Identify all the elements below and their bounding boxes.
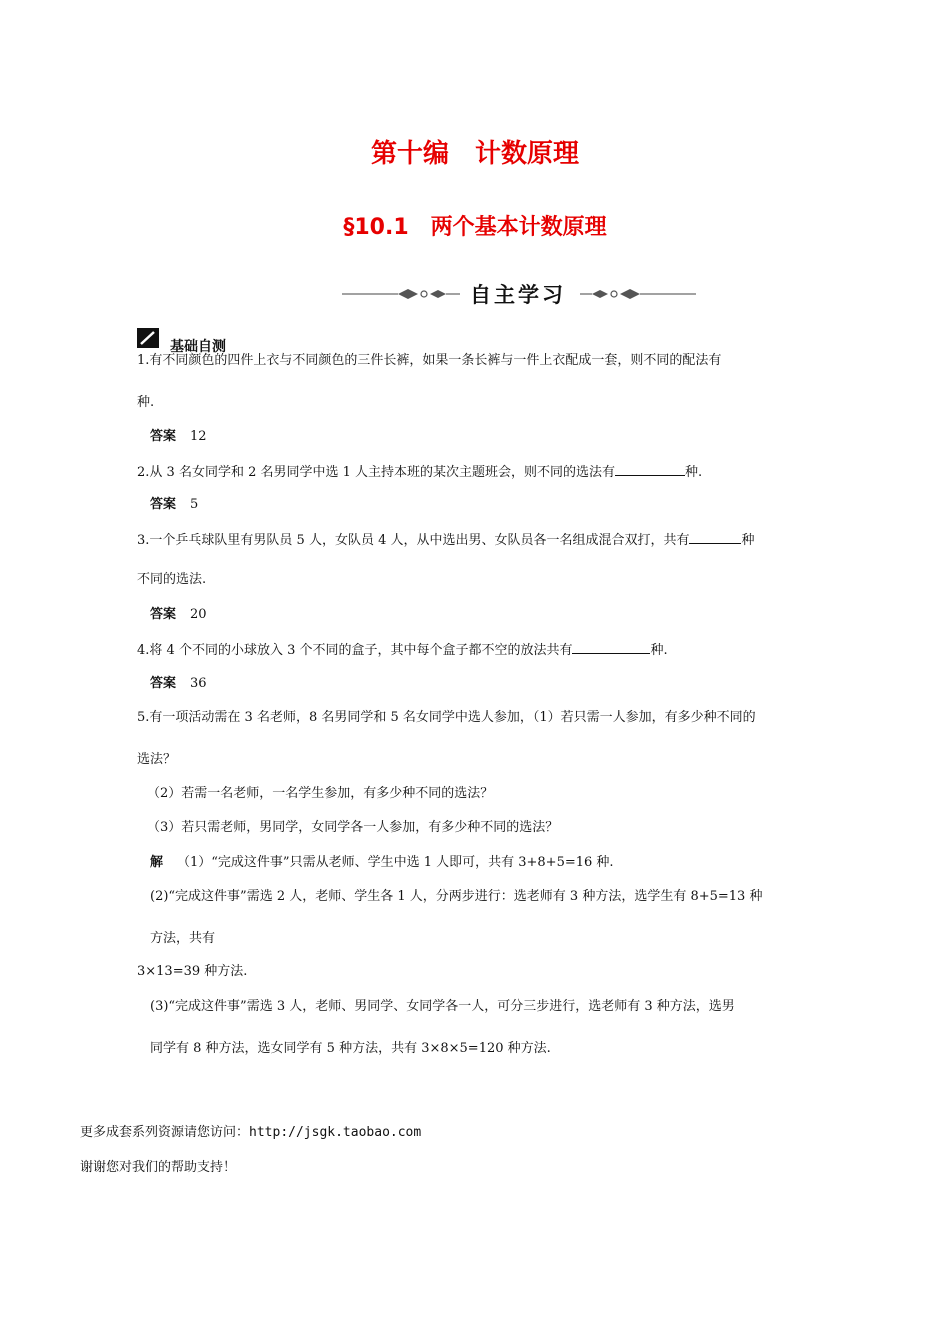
subsection-title: 基础自测 (170, 339, 226, 355)
solution-label: 解 (150, 855, 164, 870)
q5-line1: 5.有一项活动需在 3 名老师，8 名男同学和 5 名女同学中选人参加，（1）若只需一人参加，有多少种不同的 (137, 710, 756, 725)
footer-url-link[interactable]: http://jsgk.taobao.com (249, 1125, 422, 1140)
q1-line2: 种. (137, 395, 155, 410)
q2-blank (615, 463, 685, 476)
solution-p2c: 3×13=39 种方法. (137, 964, 248, 979)
solution-p3a: (3)“完成这件事”需选 3 人，老师、男同学、女同学各一人，可分三步进行，选老师有 3 种方法，选男 (150, 999, 735, 1014)
answer-label: 答案 (150, 429, 177, 444)
answer-value: 12 (190, 429, 207, 444)
answer-3 (150, 606, 207, 624)
q3-line2: 不同的选法. (137, 572, 207, 587)
section-title: §10.1 两个基本计数原理 (343, 215, 607, 240)
answer-label: 答案 (150, 607, 177, 622)
q2-suffix: 种. (685, 465, 703, 480)
footer-line1 (80, 1124, 421, 1142)
solution-p2b: 方法，共有 (150, 931, 216, 946)
solution-p1 (150, 854, 614, 872)
chapter-title: 第十编 计数原理 (370, 139, 579, 169)
solution-p3b: 同学有 8 种方法，选女同学有 5 种方法，共有 3×8×5=120 种方法. (150, 1041, 551, 1056)
q3-suffix: 种 (741, 533, 755, 548)
q4-suffix: 种. (650, 643, 668, 658)
answer-2 (150, 496, 198, 514)
q1-line1: 1.有不同颜色的四件上衣与不同颜色的三件长裤，如果一条长裤与一件上衣配成一套，则不同的配法有 (137, 353, 722, 368)
answer-4 (150, 675, 207, 693)
q2-text: 2.从 3 名女同学和 2 名男同学中选 1 人主持本班的某次主题班会，则不同的选法有 (137, 465, 616, 480)
answer-label: 答案 (150, 676, 177, 691)
q4-line (137, 641, 668, 660)
solution-text-1: （1）“完成这件事”只需从老师、学生中选 1 人即可，共有 3+8+5=16 种. (177, 855, 614, 870)
solution-p2a: (2)“完成这件事”需选 2 人，老师、学生各 1 人，分两步进行：选老师有 3 种方法，选学生有 8+5=13 种 (150, 889, 763, 904)
q5-line2: 选法？ (137, 752, 177, 767)
q4-text: 4.将 4 个不同的小球放入 3 个不同的盒子，其中每个盒子都不空的放法共有 (137, 643, 573, 658)
q3-blank (689, 531, 741, 544)
answer-value: 20 (190, 607, 207, 622)
q5-line3: （2）若需一名老师，一名学生参加，有多少种不同的选法？ (147, 786, 494, 801)
answer-value: 36 (190, 676, 207, 691)
footer-prefix: 更多成套系列资源请您访问： (80, 1125, 250, 1140)
pencil-icon (137, 328, 159, 348)
q4-blank (572, 641, 650, 654)
answer-label: 答案 (150, 497, 177, 512)
q3-text: 3.一个乒乓球队里有男队员 5 人，女队员 4 人，从中选出男、女队员各一名组成混合双打，共有 (137, 533, 690, 548)
footer-line2: 谢谢您对我们的帮助支持！ (80, 1160, 237, 1175)
ornament-right-icon (578, 284, 700, 304)
ornament-left-icon (340, 284, 462, 304)
banner-title: 自主学习 (470, 283, 566, 307)
q5-line4: （3）若只需老师，男同学，女同学各一人参加，有多少种不同的选法？ (147, 820, 559, 835)
q3-line1 (137, 531, 755, 550)
q2-line (137, 463, 702, 482)
answer-value: 5 (190, 497, 199, 512)
answer-1 (150, 428, 207, 446)
